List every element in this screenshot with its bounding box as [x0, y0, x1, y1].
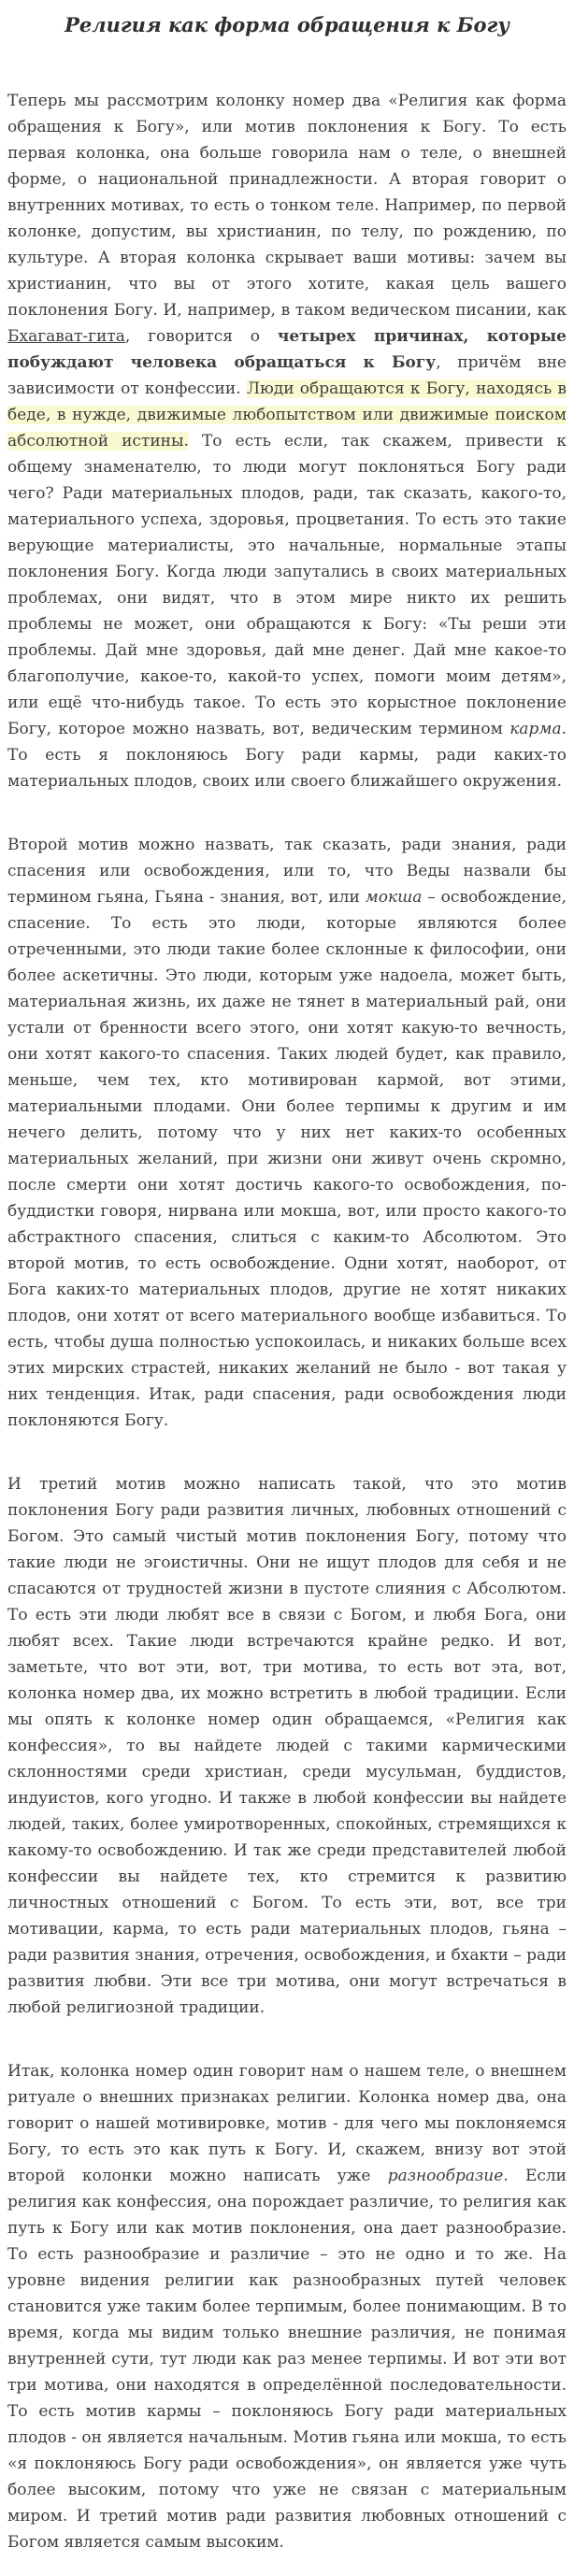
paragraph-1 — [7, 88, 567, 794]
highlighted-sentence: Люди обращаются к Богу, находясь в беде, в нужде, движимые любопытством или движимые поиском абсолютной истины. — [7, 379, 567, 451]
text-run: Итак, колонка номер один говорит нам о нашем теле, о внешнем ритуале о внешних признаках религии. Колонка номер два, она говорит о нашей мотивировке, мотив - для чего мы поклоняемся Богу, то есть это как путь к Богу. И, скажем, внизу вот этой второй колонки можно написать уже — [7, 2062, 567, 2185]
text-run: И третий мотив можно написать такой, что это мотив поклонения Богу ради развития личных, любовных отношений с Богом. Это самый чистый мотив поклонения Богу, потому что такие люди не эгоистичны. Они не ищут плодов для себя и не спасаются от трудностей жизни в пустоте слияния с Абсолютом. То есть эти люди любят все в связи с Богом, и любя Бога, они любят всех. Такие люди встречаются крайне редко. И вот, заметьте, что вот эти, вот, три мотива, то есть вот эта, вот, колонка номер два, их можно встретить в любой традиции. Если мы опять к колонке номер один обращаемся, «Религия как конфессия», то вы найдете людей с такими кармическими склонностями среди христиан, среди мусульман, буддистов, индуистов, кого угодно. И также в любой конфессии вы найдете людей, таких, более умиротворенных, спокойных, стремящихся к какому-то освобождению. И так же среди представителей любой конфессии вы найдете тех, кто стремится к развитию личностных отношений с Богом. То есть эти, вот, все три мотивации, карма, то есть ради материальных плодов, гьяна – ради развития знания, отречения, освобождения, и бхакти – ради развития любви. Эти все три мотива, они могут встречаться в любой религиозной традиции. — [7, 1475, 567, 2017]
document-title: Религия как форма обращения к Богу — [65, 13, 509, 36]
italic-term: разнообразие — [387, 2167, 504, 2185]
text-run: – освобождение, спасение. То есть это люди, которые являются более отреченными, это люди такие более склонные к философии, они более аскетичны. Это люди, которым уже надоела, может быть, материальная жизнь, их даже не тянет в материальный рай, они устали от бренности всего этого, они хотят какую-то вечность, они хотят какого-то спасения. Таких людей будет, как правило, меньше, чем тех, кто мотивирован кармой, вот этими, материальными плодами. Они более терпимы к другим и им нечего делить, потому что у них нет каких-то особенных материальных желаний, при жизни они живут очень скромно, после смерти они хотят достичь какого-то освобождения, по-буддистки говоря, нирвана или мокша, вот, или просто какого-то абстрактного спасения, слиться с каким-то Абсолютом. Это второй мотив, то есть освобождение. Одни хотят, наоборот, от Бога каких-то материальных плодов, другие не хотят никаких плодов, они хотят от всего материального вообще избавиться. То есть, чтобы душа полностью успокоилась, и никаких больше всех этих мирских страстей, никаких желаний не было - вот такая у них тенденция. Итак, ради спасения, ради освобождения люди поклоняются Богу. — [7, 888, 567, 1430]
italic-term: карма — [509, 720, 562, 738]
paragraph-3 — [7, 1471, 567, 2021]
paragraph-2 — [7, 832, 567, 1434]
text-run: Теперь мы рассмотрим колонку номер два «Религия как форма обращения к Богу», или мотив поклонения к Богу. То есть первая колонка, она больше говорила нам о теле, о внешней форме, о национальной принадлежности. А вторая говорит о внутренних мотивах, то есть о тонком теле. Например, по первой колонке, допустим, вы христианин, по телу, по рождению, по культуре. А вторая колонка скрывает ваши мотивы: зачем вы христианин, что вы от этого хотите, какая цель вашего поклонения Богу. И, например, в таком ведическом писании, как — [7, 92, 567, 320]
text-run: . Если религия как конфессия, она порождает различие, то религия как путь к Богу или как мотив поклонения, она дает разнообразие. То есть разнообразие и различие – это не одно и то же. На уровне видения религии как разнообразных путей человек становится уже таким более терпимым, более понимающим. В то время, когда мы видим только внешние различия, не понимая внутренней сути, тут люди как раз менее терпимы. И вот эти вот три мотива, они находятся в определённой последовательности. То есть мотив кармы – поклоняюсь Богу ради материальных плодов - он является начальным. Мотив гьяна или мокша, то есть «я поклоняюсь Богу ради освобождения», он является уже чуть более высоким, потому что уже не связан с материальным миром. И третий мотив ради развития любовных отношений с Богом является самым высоким. — [7, 2167, 567, 2552]
text-run: Второй мотив можно назвать, так сказать, ради знания, ради спасения или освобождения, или то, что Веды назвали бы термином гьяна, Гьяна - знания, вот, или — [7, 836, 567, 907]
text-run: , причём вне зависимости от конфессии. — [7, 353, 567, 398]
text-run: То есть если, так скажем, привести к общему знаменателю, то люди могут поклоняться Богу ради чего? Ради материальных плодов, ради, так сказать, какого-то, материального успеха, здоровья, процветания. То есть это такие верующие материалисты, это начальные, нормальные этапы поклонения Богу. Когда люди запутались в своих материальных проблемах, они видят, что в этом мире никто их решить проблемы не может, они обращаются к Богу: «Ты реши эти проблемы. Дай мне здоровья, дай мне денег. Дай мне какое-то благополучие, какое-то, какой-то успех, помоги моим детям», или ещё что-нибудь такое. То есть это корыстное поклонение Богу, которое можно назвать, вот, ведическим термином — [7, 432, 567, 738]
document-body — [7, 88, 567, 2555]
text-run: , говорится о — [124, 327, 278, 346]
underlined-term: Бхагават-гита — [7, 327, 125, 346]
text-run: . То есть я поклоняюсь Богу ради кармы, ради каких-то материальных плодов, своих или своего ближайшего окружения. — [7, 720, 567, 791]
paragraph-4 — [7, 2058, 567, 2555]
bold-run: четырех причинах, которые побуждают человека обращаться к Богу — [7, 327, 567, 372]
italic-term: мокша — [365, 888, 423, 907]
